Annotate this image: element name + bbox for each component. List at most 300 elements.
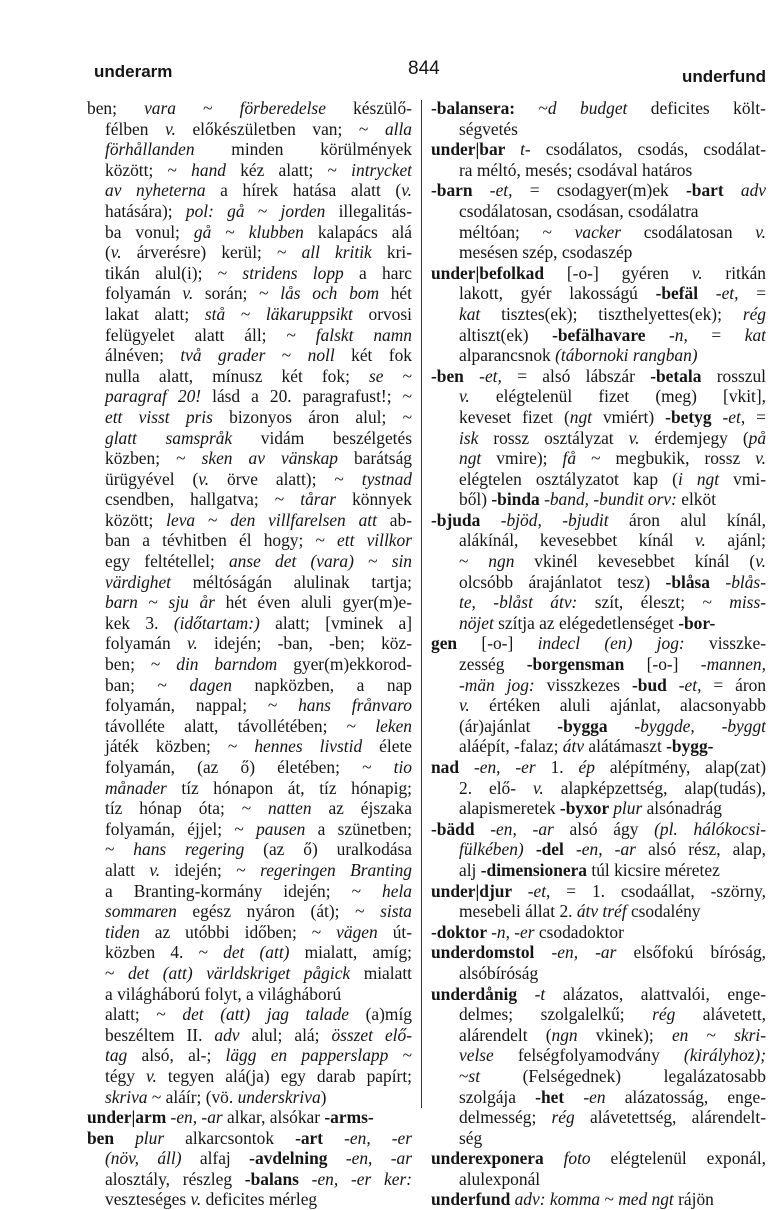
entry-text: ab- <box>389 509 412 530</box>
entry-text: (ár)ajánlat <box>459 715 558 736</box>
italic-text: din barndom <box>176 654 294 675</box>
entry-text: csodalény <box>630 901 701 922</box>
entry-line <box>87 1148 412 1169</box>
italic-text: st <box>468 1065 523 1086</box>
entry-text: hét éven aluli gyer(m)e- <box>225 592 412 613</box>
italic-text: -et, <box>479 365 518 386</box>
entry-line <box>431 881 766 902</box>
entry-line <box>87 1025 412 1046</box>
entry-text: 2. elő- <box>459 777 533 798</box>
entry-text: túl kicsire méretez <box>591 859 720 880</box>
page-header <box>94 56 766 86</box>
entry-text: tíz hónap óta; <box>105 798 242 819</box>
entry-line <box>431 1189 766 1210</box>
entry-text: mialatt, amíg; <box>304 942 412 963</box>
headword: -bjuda <box>431 509 501 530</box>
entry-text: ) <box>320 1086 327 1107</box>
entry-text: az utóbbi időben; <box>154 921 312 942</box>
italic-text: v. <box>533 777 561 798</box>
entry-line <box>431 366 766 387</box>
entry-text: alátámaszt <box>588 736 667 757</box>
entry-line <box>431 901 766 922</box>
entry-text: alsó, al-; <box>141 1045 226 1066</box>
italic-text: dagen <box>189 674 255 695</box>
italic-text: -et, <box>715 283 757 304</box>
entry-line <box>87 201 412 222</box>
entry-text: alázatos, alattvalói, enge- <box>562 983 766 1004</box>
italic-text: -byggde, -byggt <box>634 715 766 736</box>
entry-text: delmes; szolgalelkű; <box>459 1004 653 1025</box>
italic-text: hennes livstid <box>254 736 380 757</box>
entry-text: mesebeli állat 2. <box>459 901 577 922</box>
entry-text: ~ <box>402 1045 412 1066</box>
entry-text: ségvetés <box>459 118 518 139</box>
entry-text: ~ <box>459 1065 469 1086</box>
entry-text: bizonyos áron alul; <box>229 406 403 427</box>
entry-text: = 1. csodaállat, -szörny, <box>566 880 766 901</box>
italic-text: klubben <box>248 221 318 242</box>
column-divider <box>421 100 422 1108</box>
entry-line <box>431 510 766 531</box>
entry-line <box>87 98 412 119</box>
entry-text: ~ <box>217 262 243 283</box>
italic-text: velse <box>459 1045 518 1066</box>
headword: -befäl <box>655 283 716 304</box>
entry-line <box>87 222 412 243</box>
entry-text: ~ <box>167 159 192 180</box>
entry-text: vkinél kevesebbet kínál ( <box>534 551 756 572</box>
headword: -del <box>535 839 576 860</box>
headword: under|bar <box>431 139 521 160</box>
entry-line <box>431 1025 766 1046</box>
entry-line <box>431 119 766 140</box>
entry-text: méltóságán alulinak tartja; <box>192 571 412 592</box>
italic-text: glatt samspråk <box>105 427 261 448</box>
entry-text: árverésre) kerül; <box>136 242 278 263</box>
entry-text: ~ <box>176 448 202 469</box>
italic-text: sken av vänskap <box>201 448 355 469</box>
headword: -byxor <box>559 798 614 819</box>
entry-text: egy feltétellel; <box>105 551 229 572</box>
italic-text: förhållanden <box>105 139 232 160</box>
italic-text: -mannen, <box>700 654 766 675</box>
entry-line <box>87 736 412 757</box>
headword: -blåsa <box>665 571 726 592</box>
italic-text: -en, -er <box>344 1127 412 1148</box>
entry-line <box>87 366 412 387</box>
headword: -art <box>295 1127 345 1148</box>
entry-line <box>431 139 766 160</box>
entry-text: a szünetben; <box>317 818 412 839</box>
italic-text: v. <box>186 633 214 654</box>
entry-line <box>431 963 766 984</box>
italic-text: v. <box>401 180 412 201</box>
entry-text: alapismeretek <box>459 798 560 819</box>
entry-line <box>431 448 766 469</box>
italic-text: v. <box>146 1065 168 1086</box>
entry-line <box>87 922 412 943</box>
entry-text: alázatosság, enge- <box>624 1086 766 1107</box>
entry-line <box>431 798 766 819</box>
entry-line <box>431 1148 766 1169</box>
entry-text: tíz hónapon át, tíz hónapig; <box>181 777 412 798</box>
entry-text: ( <box>105 242 111 263</box>
entry-text: egész nyáron (át); <box>192 901 356 922</box>
italic-text: isk <box>459 427 494 448</box>
italic-text: underskriva <box>237 1086 321 1107</box>
entry-text: alépítmény, alap(zat) <box>609 757 766 777</box>
entry-text: ~ <box>227 736 255 757</box>
entry-text: [-o-] <box>481 633 538 654</box>
italic-text: ép <box>578 757 610 777</box>
entry-text: ~ <box>150 654 177 675</box>
entry-line <box>87 530 412 551</box>
italic-text: rég <box>742 303 766 324</box>
italic-text: med ngt <box>618 1189 679 1210</box>
entry-text: ~ <box>327 159 352 180</box>
entry-text: rosszul <box>716 365 766 386</box>
entry-text: tégy <box>105 1065 147 1086</box>
entry-text: ~ <box>351 880 383 901</box>
entry-text: ~ <box>315 530 338 551</box>
italic-text: jorden <box>280 200 339 221</box>
entry-line <box>431 551 766 572</box>
italic-text: -n, <box>669 324 712 345</box>
headword: -doktor <box>431 921 492 942</box>
headword: -borgensman <box>526 654 647 675</box>
entry-line <box>87 963 412 984</box>
entry-line <box>431 942 766 963</box>
entry-line <box>431 675 766 696</box>
entry-text: lásd a 20. paragrafust!; <box>212 386 403 407</box>
entry-text: keveset fizet ( <box>459 406 570 427</box>
entry-text: csodálatosan, csodásan, csodálatra <box>459 200 699 221</box>
italic-text: ett villkor <box>337 530 412 551</box>
italic-text: rég <box>652 1004 703 1025</box>
headword: -balans <box>244 1168 312 1189</box>
italic-text: -en, -ar <box>345 1148 412 1169</box>
italic-text: leva <box>166 509 208 530</box>
italic-text: te, -blåst átv: <box>459 592 595 613</box>
entry-text: alkarcsontok <box>185 1127 296 1148</box>
entry-line <box>87 881 412 902</box>
italic-text: hela <box>382 880 412 901</box>
italic-text: få <box>562 448 592 469</box>
entry-line <box>431 222 766 243</box>
headword: -arms- <box>324 1107 374 1128</box>
entry-line <box>87 633 412 654</box>
italic-text: ngn <box>488 551 535 572</box>
entry-text: ~ <box>234 818 257 839</box>
entry-text: ~ <box>334 468 362 489</box>
entry-line <box>431 654 766 675</box>
italic-text: pausen <box>256 818 318 839</box>
italic-text: v. <box>695 530 728 551</box>
entry-line <box>87 942 412 963</box>
entry-text: ~ <box>311 921 337 942</box>
italic-text: se <box>368 365 403 386</box>
entry-text: elégtelenül exponál, <box>610 1148 766 1169</box>
entry-text: ~ <box>259 283 281 304</box>
entry-line <box>431 860 766 881</box>
entry-text: (a)míg <box>365 1004 412 1025</box>
entry-line <box>87 386 412 407</box>
italic-text: (növ, áll) <box>105 1148 200 1169</box>
headword: underexponera <box>431 1148 564 1169</box>
entry-text: csodálatosan <box>643 221 756 242</box>
entry-text: előkészületben van; <box>192 118 359 139</box>
entry-line <box>87 160 412 181</box>
entry-line <box>431 592 766 613</box>
entry-line <box>431 1169 766 1190</box>
italic-text: miss- <box>729 592 766 613</box>
italic-text: t- <box>520 139 546 160</box>
entry-line <box>431 1045 766 1066</box>
italic-text: fülkében) <box>459 839 536 860</box>
italic-text: sommaren <box>105 901 193 922</box>
italic-text: v. <box>182 283 205 304</box>
italic-text: kat <box>459 303 502 324</box>
entry-text: ~ <box>368 551 392 572</box>
entry-text: szítja az elégedetlenséget <box>498 612 679 633</box>
entry-text: alsóbíróság <box>459 962 539 983</box>
headword: -binda <box>491 489 545 510</box>
italic-text: adv <box>740 180 766 201</box>
entry-text: (az ő) uralkodása <box>263 839 412 860</box>
italic-text: v. <box>755 448 766 469</box>
entry-text: kalapács alá <box>317 221 412 242</box>
entry-text: vkinek); <box>595 1024 672 1045</box>
entry-line <box>431 984 766 1005</box>
entry-text: ~ <box>151 1086 166 1107</box>
entry-text: = alsó lábszár <box>517 365 651 386</box>
italic-text: sju år <box>168 592 226 613</box>
entry-text: felségfolyamodvány <box>517 1045 684 1066</box>
italic-text: all kritik <box>301 242 387 263</box>
entry-text: rossz osztályzat <box>493 427 629 448</box>
italic-text: förberedelse <box>239 98 354 118</box>
entry-text: ~ <box>274 489 301 510</box>
italic-text: -blås- <box>725 571 766 592</box>
entry-text: ben; <box>105 654 151 675</box>
entry-text: olcsóbb árajánlatot tesz) <box>459 571 666 592</box>
entry-text: ~ <box>257 200 281 221</box>
entry-text: elköt <box>681 489 717 510</box>
entry-text: ~ <box>346 715 376 736</box>
entry-line <box>431 489 766 510</box>
headword: underdomstol <box>431 942 552 963</box>
entry-text: alatt <box>105 859 150 880</box>
entry-text: = <box>756 283 766 304</box>
entry-line <box>431 819 766 840</box>
headword: -bart <box>685 180 741 201</box>
headword: -betyg <box>665 406 723 427</box>
entry-text: ben; <box>87 98 145 118</box>
entry-text: 1. <box>550 757 579 777</box>
entry-text: ~ <box>105 839 134 860</box>
entry-text: = <box>711 324 745 345</box>
italic-text: värdighet <box>105 571 193 592</box>
italic-text: indecl (en) jog: <box>537 633 710 654</box>
entry-line <box>87 304 412 325</box>
entry-text: delmesség; <box>459 1107 552 1128</box>
italic-text: hans frånvaro <box>298 695 412 716</box>
entry-text: beszéltem II. <box>105 1024 215 1045</box>
entry-text: közben 4. <box>105 942 199 963</box>
headword: -bud <box>631 674 679 695</box>
entry-line <box>87 984 412 1005</box>
entry-text: mesésen szép, csodaszép <box>459 242 633 263</box>
entry-text: könnyek <box>352 489 412 510</box>
italic-text: adv: komma <box>514 1189 605 1210</box>
entry-text: szolgája <box>459 1086 536 1107</box>
italic-text: paragraf 20! <box>105 386 213 407</box>
entry-line <box>87 839 412 860</box>
entry-line <box>431 242 766 263</box>
entry-text: ~ <box>240 303 266 324</box>
italic-text: intrycket <box>351 159 412 180</box>
headword: under|arm <box>87 1107 171 1128</box>
entry-text: lakott, gyér lakosságú <box>459 283 656 304</box>
italic-text: hans regering <box>133 839 264 860</box>
entry-text: ra méltó, mesés; csodával határos <box>459 159 693 180</box>
entry-text: aláépít, -falaz; <box>459 736 563 757</box>
entry-text: gyer(m)ekkorod- <box>293 654 412 675</box>
entry-line <box>431 778 766 799</box>
italic-text: -n, -er <box>491 921 539 942</box>
italic-text: -en, -ar <box>575 839 649 860</box>
entry-line <box>87 592 412 613</box>
entry-line <box>431 572 766 593</box>
italic-text: -en, -er <box>473 757 551 777</box>
entry-text: orvosi <box>368 303 412 324</box>
entry-text: alárendelt ( <box>459 1024 552 1045</box>
italic-text: v. <box>459 386 496 407</box>
italic-text: ngt <box>569 406 603 427</box>
headword: -befälhavare <box>552 324 670 345</box>
italic-text: rég <box>551 1107 590 1128</box>
entry-line <box>87 263 412 284</box>
entry-text: ~ <box>702 592 730 613</box>
italic-text: av nyheterna <box>105 180 221 201</box>
entry-text: kéz alatt; <box>240 159 328 180</box>
entry-text: ből) <box>459 489 492 510</box>
entry-text: vidám beszélgetés <box>260 427 412 448</box>
headword: -dimensionera <box>480 859 592 880</box>
entry-text: ség <box>459 1127 483 1148</box>
italic-text: átv tréf <box>576 901 631 922</box>
right-column <box>431 98 766 1210</box>
italic-text: ngn <box>551 1024 596 1045</box>
entry-line <box>87 1189 412 1210</box>
entry-text: (Felségednek) legalázatosabb <box>522 1065 766 1086</box>
entry-text: folyamán <box>105 283 183 304</box>
headword: -bädd <box>431 818 491 839</box>
headword: under|djur <box>431 880 528 901</box>
italic-text: -en, -er ker: <box>311 1168 412 1189</box>
entry-text: ~ <box>286 324 316 345</box>
entry-text: elégtelenül fizet (meg) [vkit], <box>495 386 766 407</box>
entry-line <box>431 304 766 325</box>
entry-text: érdemjegy ( <box>654 427 749 448</box>
italic-text: alla <box>384 118 412 139</box>
italic-text: -en <box>583 1086 625 1107</box>
entry-line <box>87 469 412 490</box>
entry-text: alsónadrág <box>646 798 722 819</box>
entry-text: ~ <box>459 551 489 572</box>
italic-text: stridens lopp <box>242 262 360 283</box>
entry-line <box>87 1004 412 1025</box>
italic-text: ett visst pris <box>105 406 230 427</box>
entry-line <box>87 407 412 428</box>
entry-line <box>87 1169 412 1190</box>
entry-line <box>87 716 412 737</box>
entry-line <box>87 448 412 469</box>
right-guide-word: underfund <box>681 67 766 86</box>
italic-text: vacker <box>574 221 644 242</box>
entry-text: ~ <box>538 98 548 118</box>
italic-text: v. <box>691 262 726 283</box>
italic-text: -band, -bundit orv: <box>544 489 682 510</box>
entry-line <box>431 839 766 860</box>
entry-text: vmiért) <box>602 406 666 427</box>
entry-text: ~ <box>225 221 249 242</box>
italic-text: -et, <box>489 180 530 201</box>
entry-text: alatt; <box>105 1004 157 1025</box>
entry-text: folyamán, (az ő) életében; <box>105 757 363 777</box>
headword: -het <box>535 1086 584 1107</box>
entry-text: alávetettség, alárendelt- <box>589 1107 766 1128</box>
italic-text: (pl. hálókocsi- <box>654 818 766 839</box>
entry-line <box>431 407 766 428</box>
entry-line <box>87 1128 412 1149</box>
entry-line <box>431 345 766 366</box>
italic-text: tårar <box>300 489 353 510</box>
entry-text: [-o-] gyéren <box>566 262 692 283</box>
italic-text: gå <box>193 221 226 242</box>
entry-text: deficites költ- <box>650 98 766 118</box>
entry-line <box>87 798 412 819</box>
italic-text: -et, <box>527 880 567 901</box>
entry-text: között; <box>105 159 168 180</box>
entry-line <box>87 860 412 881</box>
entry-text: alapképzettség, alap(tudás), <box>560 777 766 798</box>
entry-line <box>431 98 766 119</box>
entry-line <box>87 510 412 531</box>
entry-text: illegalitás- <box>338 200 412 221</box>
entry-text: ajánl; <box>727 530 766 551</box>
italic-text: den villfarelsen att <box>230 509 390 530</box>
entry-line <box>431 180 766 201</box>
italic-text: två grader <box>180 345 282 366</box>
italic-text: leken <box>375 715 412 736</box>
headword: ben <box>87 1127 136 1148</box>
italic-text: läkaruppsikt <box>265 303 369 324</box>
entry-text: ban; <box>105 674 158 695</box>
entry-text: örve alatt); <box>227 468 335 489</box>
italic-text: v. <box>110 242 137 263</box>
entry-text: barátság <box>354 448 412 469</box>
entry-text: kek 3. <box>105 612 174 633</box>
entry-text: során; <box>204 283 260 304</box>
entry-text: alfaj <box>199 1148 250 1169</box>
headword: underfund <box>431 1189 515 1210</box>
italic-text: lås och bom <box>280 283 391 304</box>
italic-text: sista <box>380 901 412 922</box>
entry-text: napközben, a nap <box>254 674 412 695</box>
italic-text: det (att) jag talade <box>182 1004 366 1025</box>
entry-text: méltóan; <box>459 221 543 242</box>
